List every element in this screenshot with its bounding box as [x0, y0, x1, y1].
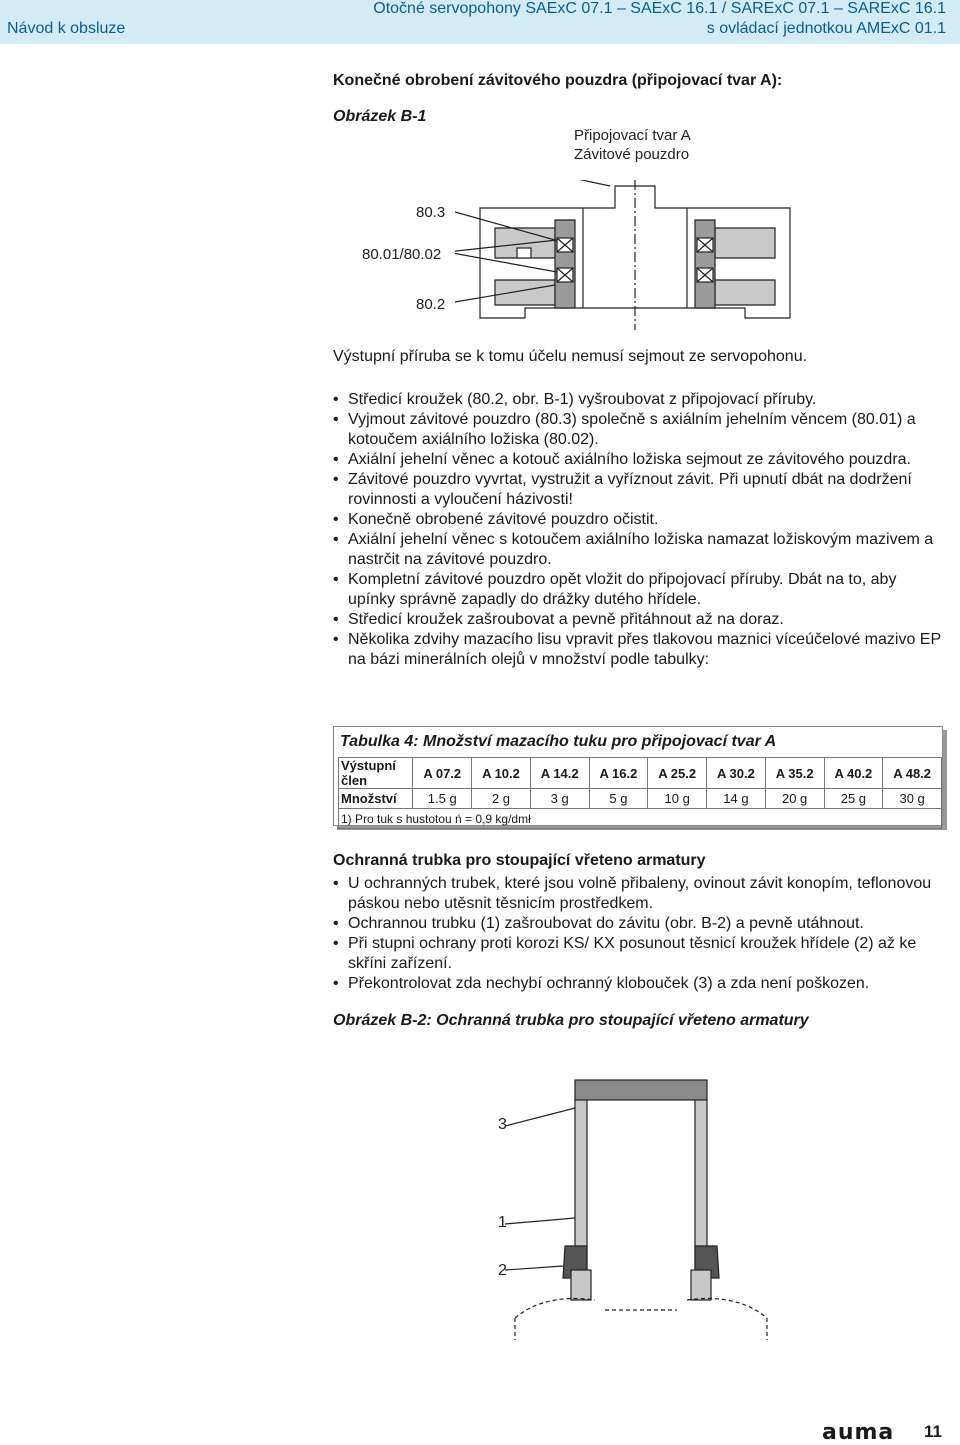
list-item: • Při stupni ochrany proti korozi KS/ KX posunout těsnicí kroužek hřídele (2) až ke skříni zařízení.	[333, 934, 943, 974]
diagram-callout-2: 2	[498, 1262, 507, 1279]
section-heading-threaded-bushing: Konečné obrobení závitového pouzdra (připojovací tvar A):	[333, 72, 783, 89]
diagram-callout-3: 3	[498, 1116, 507, 1133]
diagram-callout-80-01-80-02: 80.01/80.02	[362, 246, 442, 263]
page-number: 11	[924, 1422, 942, 1441]
column-header: A 25.2	[648, 758, 707, 789]
list-item: • Několika zdvihy mazacího lisu vpravit přes tlakovou maznici víceúčelové mazivo EP na bázi minerálních olejů v množství podle tabulky:	[333, 630, 943, 670]
table-cell: 5 g	[589, 789, 648, 809]
list-item: • Kompletní závitové pouzdro opět vložit do připojovací příruby. Dbát na to, aby upínky správně zapadly do drážky dutého hřídele.	[333, 570, 943, 610]
page-header	[0, 0, 960, 44]
header-product-line2: s ovládací jednotkou AMExC 01.1	[706, 20, 946, 37]
list-item: • Závitové pouzdro vyvrtat, vystružit a vyříznout závit. Při upnutí dbát na dodržení rovinnosti a vyloučení házivosti!	[333, 470, 943, 510]
table-row	[339, 758, 942, 789]
column-header: A 10.2	[472, 758, 531, 789]
list-item: • Konečně obrobené závitové pouzdro očistit.	[333, 510, 943, 530]
table-cell: 25 g	[824, 789, 883, 809]
table-cell: 14 g	[707, 789, 766, 809]
table-cell: 1.5 g	[413, 789, 472, 809]
list-item: • Axiální jehelní věnec a kotouč axiálního ložiska sejmout ze závitového pouzdra.	[333, 450, 943, 470]
list-item: • Středicí kroužek zašroubovat a pevně přitáhnout až na doraz.	[333, 610, 943, 630]
table-title: Tabulka 4: Množství mazacího tuku pro připojovací tvar A	[340, 733, 777, 750]
table-row	[339, 809, 942, 829]
column-header: A 16.2	[589, 758, 648, 789]
column-header: A 07.2	[413, 758, 472, 789]
table-row	[339, 789, 942, 809]
instruction-list-2	[333, 874, 943, 994]
instruction-list-1	[333, 390, 943, 670]
table-footnote: 1) Pro tuk s hustotou ń = 0,9 kg/dmł	[339, 809, 942, 829]
figure-caption-b1: Obrázek B-1	[333, 108, 427, 125]
grease-quantity-table	[338, 757, 942, 829]
intro-text: Výstupní příruba se k tomu účelu nemusí sejmout ze servopohonu.	[333, 348, 808, 365]
column-header: A 48.2	[883, 758, 942, 789]
protection-tube-drawing	[505, 1078, 775, 1408]
diagram-callout-80-2: 80.2	[416, 296, 446, 313]
table-cell: 30 g	[883, 789, 942, 809]
column-header: A 14.2	[530, 758, 589, 789]
table-cell: 2 g	[472, 789, 531, 809]
list-item: • Překontrolovat zda nechybí ochranný klobouček (3) a zda není poškozen.	[333, 974, 943, 994]
table-cell: 10 g	[648, 789, 707, 809]
table-cell: 3 g	[530, 789, 589, 809]
column-header: A 40.2	[824, 758, 883, 789]
section-heading-protection-tube: Ochranná trubka pro stoupající vřeteno armatury	[333, 852, 706, 869]
list-item: • Vyjmout závitové pouzdro (80.3) společně s axiálním jehelním věncem (80.01) a kotoučem axiálního ložiska (80.02).	[333, 410, 943, 450]
list-item: • U ochranných trubek, které jsou volně přibaleny, ovinout závit konopím, teflonovou páskou nebo utěsnit těsnicím prostředkem.	[333, 874, 943, 914]
row-header-output-member: Výstupní člen	[339, 758, 413, 789]
figure-caption-b2: Obrázek B-2: Ochranná trubka pro stoupající vřeteno armatury	[333, 1012, 809, 1029]
list-item: • Středicí kroužek (80.2, obr. B-1) vyšroubovat z připojovací příruby.	[333, 390, 943, 410]
column-header: A 35.2	[765, 758, 824, 789]
list-item: • Ochrannou trubku (1) zašroubovat do závitu (obr. B-2) a pevně utáhnout.	[333, 914, 943, 934]
header-product-line1: Otočné servopohony SAExC 07.1 – SAExC 16.1 / SARExC 07.1 – SARExC 16.1	[373, 0, 946, 17]
diagram-callout-80-3: 80.3	[416, 204, 446, 221]
column-header: A 30.2	[707, 758, 766, 789]
diagram-label-threaded-bushing: Závitové pouzdro	[574, 146, 690, 163]
diagram-callout-1: 1	[498, 1214, 507, 1231]
diagram-label-connection-form: Připojovací tvar A	[574, 127, 691, 144]
row-header-quantity: Množství	[339, 789, 413, 809]
grease-quantity-table-box	[333, 726, 943, 830]
list-item: • Axiální jehelní věnec s kotoučem axiálního ložiska namazat ložiskovým mazivem a nastrčit na závitové pouzdro.	[333, 530, 943, 570]
flange-section-drawing	[455, 180, 805, 330]
header-doc-type: Návod k obsluze	[7, 20, 126, 37]
table-panel	[333, 726, 943, 826]
auma-logo: auma	[822, 1420, 895, 1445]
table-cell: 20 g	[765, 789, 824, 809]
